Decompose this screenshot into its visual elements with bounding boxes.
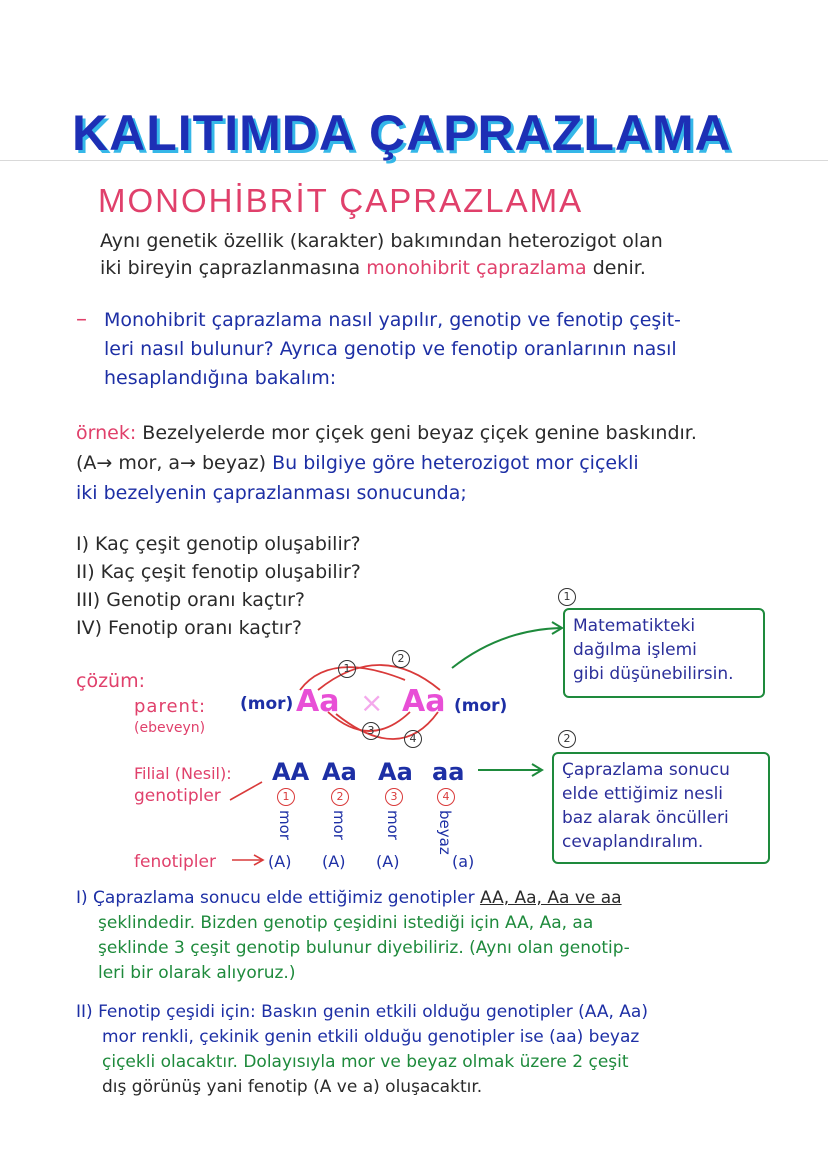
cross-sign: × — [360, 686, 384, 719]
arc-number: 4 — [404, 730, 422, 748]
arrow-to-note-1 — [452, 628, 560, 668]
solution-label: çözüm: — [76, 670, 145, 692]
genotipler-label: genotipler — [134, 786, 221, 806]
note-1-number: 1 — [558, 588, 576, 606]
question-item: II) Kaç çeşit fenotip oluşabilir? — [76, 561, 361, 583]
phenotype-word: mor — [330, 810, 348, 840]
note-2-line: elde ettiğimiz nesli — [562, 784, 724, 804]
phenotype-word: mor — [276, 810, 294, 840]
answer-1-line — [76, 886, 630, 911]
question-item: III) Genotip oranı kaçtır? — [76, 589, 305, 611]
answer-1-note: (Aynı olan genotip- — [469, 938, 630, 958]
question-item: I) Kaç çeşit genotip oluşabilir? — [76, 533, 361, 555]
note-1-line: Matematikteki — [573, 616, 696, 636]
question-line-1: Monohibrit çaprazlama nasıl yapılır, genotip ve fenotip çeşit- — [104, 309, 681, 331]
note-2-number: 2 — [558, 730, 576, 748]
genotype-aa-het: Aa — [378, 758, 413, 786]
answer-1 — [76, 886, 630, 986]
intro-line-2-end: denir. — [592, 257, 646, 279]
phenotype-word: mor — [384, 810, 402, 840]
example-line-2-text: Bu bilgiye göre heterozigot mor çiçekli — [272, 452, 639, 474]
note-2-line: cevaplandıralım. — [562, 832, 704, 852]
phenotype-letter: (A) — [376, 852, 400, 871]
intro-term: monohibrit çaprazlama — [366, 257, 587, 279]
genotype-number: 4 — [437, 788, 455, 806]
example-key: (A→ mor, a→ beyaz) — [76, 452, 267, 474]
answer-2-line: mor renkli, çekinik genin etkili olduğu genotipler ise (aa) beyaz — [102, 1027, 640, 1047]
parent-sub: (ebeveyn) — [134, 720, 206, 736]
parent-label: parent: — [134, 696, 207, 717]
arc-number: 3 — [362, 722, 380, 740]
phenotype-letter: (A) — [268, 852, 292, 871]
answer-2 — [76, 1000, 648, 1100]
genotype-number: 1 — [277, 788, 295, 806]
filial-label: Filial (Nesil): — [134, 764, 232, 783]
note-1-line: dağılma işlemi — [573, 640, 697, 660]
note-1-line: gibi düşünebilirsin. — [573, 664, 734, 684]
answer-2-line: çiçekli olacaktır. Dolayısıyla mor ve beyaz olmak üzere 2 çeşit — [102, 1052, 629, 1072]
question-line-2: leri nasıl bulunur? Ayrıca genotip ve fenotip oranlarının nasıl — [104, 338, 677, 360]
answer-2-line: II) Fenotip çeşidi için: Baskın genin etkili olduğu genotipler (AA, Aa) — [76, 1002, 648, 1022]
answer-2-line: dış görünüş yani fenotip (A ve a) oluşacaktır. — [102, 1077, 483, 1097]
question-dash: – — [76, 307, 87, 332]
intro-line-2-start: iki bireyin çaprazlanmasına — [100, 257, 361, 279]
fenotipler-label: fenotipler — [134, 852, 216, 872]
genotype-aa-het: Aa — [322, 758, 357, 786]
arc-number: 2 — [392, 650, 410, 668]
genotype-aa-rec: aa — [432, 758, 465, 786]
answer-1-text: I) Çaprazlama sonucu elde ettiğimiz genotipler — [76, 888, 475, 908]
answer-1-line: şeklindedir. Bizden genotip çeşidini istediği için AA, Aa, aa — [98, 913, 594, 933]
answer-1-genotypes: AA, Aa, Aa ve aa — [479, 888, 622, 908]
page-title: KALITIMDA ÇAPRAZLAMA — [72, 105, 732, 161]
arc-number: 1 — [338, 660, 356, 678]
genotype-aa: AA — [272, 758, 310, 786]
answer-1-line — [76, 936, 630, 961]
genotype-number: 2 — [331, 788, 349, 806]
question-line-3: hesaplandığına bakalım: — [104, 367, 337, 389]
answer-1-line: leri bir olarak alıyoruz.) — [98, 963, 296, 983]
parent-mor-left: (mor) — [240, 694, 294, 714]
parent-genotype-1: Aa — [296, 684, 340, 719]
phenotype-letter: (A) — [322, 852, 346, 871]
parent-genotype-2: Aa — [402, 684, 446, 719]
example-label: örnek: — [76, 422, 137, 444]
phenotype-word: beyaz — [436, 810, 454, 855]
question-item: IV) Fenotip oranı kaçtır? — [76, 617, 302, 639]
intro-line-1: Aynı genetik özellik (karakter) bakımından heterozigot olan — [100, 230, 663, 252]
parent-mor-right: (mor) — [454, 696, 508, 716]
answer-1-text: şeklinde 3 çeşit genotip bulunur diyebiliriz. — [98, 938, 464, 958]
note-2-line: baz alarak öncülleri — [562, 808, 729, 828]
phenotype-letter: (a) — [452, 852, 475, 871]
note-2-line: Çaprazlama sonucu — [562, 760, 730, 780]
genotype-number: 3 — [385, 788, 403, 806]
arrow-genotipler — [230, 782, 262, 800]
example-line-3: iki bezelyenin çaprazlanması sonucunda; — [76, 482, 467, 504]
section-subtitle: MONOHİBRİT ÇAPRAZLAMA — [98, 182, 584, 219]
example-line-1-text: Bezelyelerde mor çiçek geni beyaz çiçek genine baskındır. — [142, 422, 697, 444]
